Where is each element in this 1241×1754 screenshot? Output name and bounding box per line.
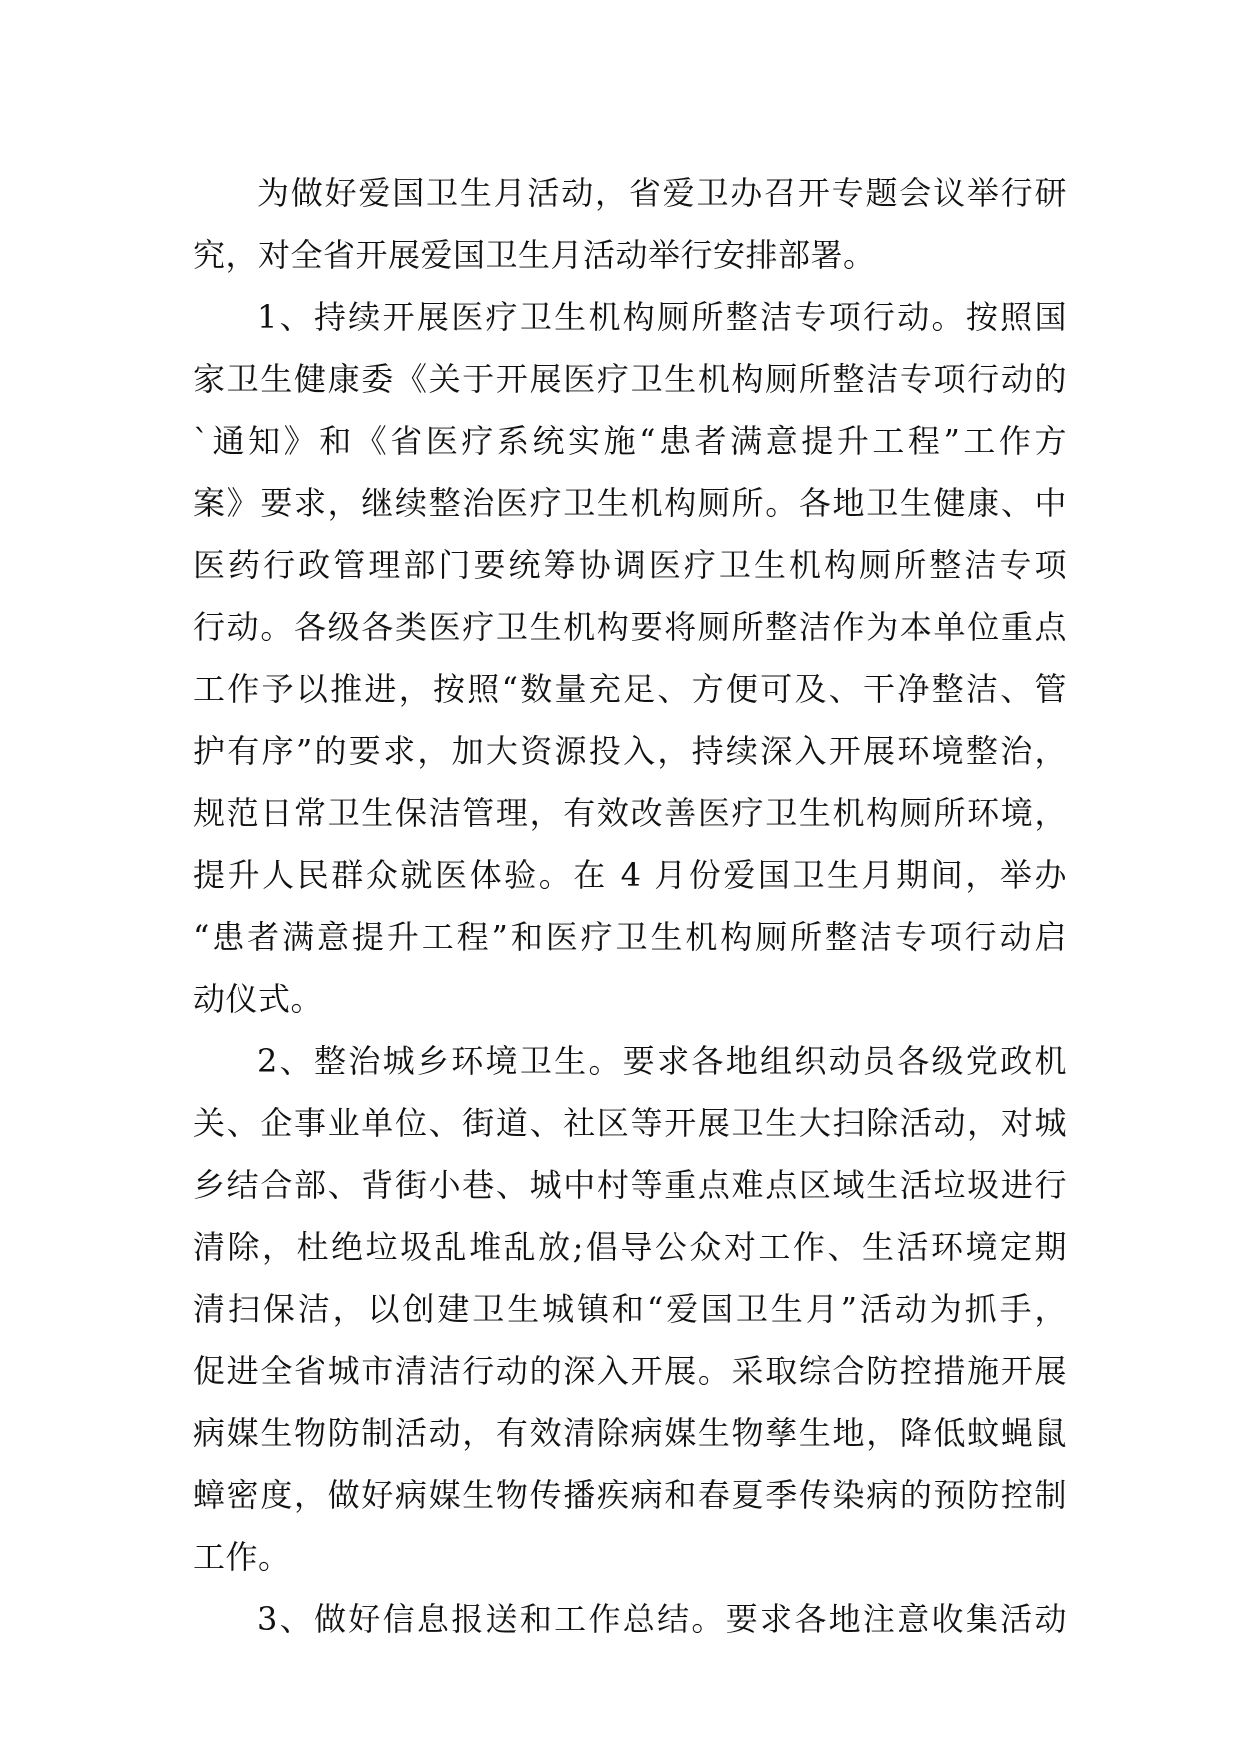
paragraph-2-line-8: 护有序”的要求，加大资源投入，持续深入开展环境整治，	[193, 732, 1067, 770]
paragraph-3-line-2: 关、企事业单位、街道、社区等开展卫生大扫除活动，对城	[193, 1104, 1067, 1142]
paragraph-2-line-9: 规范日常卫生保洁管理，有效改善医疗卫生机构厕所环境，	[193, 794, 1067, 832]
paragraph-4-line-1: 3、做好信息报送和工作总结。要求各地注意收集活动	[257, 1600, 1067, 1638]
paragraph-2-line-3: `通知》和《省医疗系统实施“患者满意提升工程”工作方	[193, 422, 1067, 460]
paragraph-2-line-10: 提升人民群众就医体验。在 4 月份爱国卫生月期间，举办	[193, 856, 1067, 894]
paragraph-2-line-6: 行动。各级各类医疗卫生机构要将厕所整洁作为本单位重点	[193, 608, 1067, 646]
paragraph-2-line-12: 动仪式。	[193, 980, 324, 1018]
paragraph-2-line-5: 医药行政管理部门要统筹协调医疗卫生机构厕所整洁专项	[193, 546, 1067, 584]
paragraph-2-line-11: “患者满意提升工程”和医疗卫生机构厕所整洁专项行动启	[193, 918, 1067, 956]
paragraph-2-line-4: 案》要求，继续整治医疗卫生机构厕所。各地卫生健康、中	[193, 484, 1067, 522]
paragraph-3-line-8: 蟑密度，做好病媒生物传播疾病和春夏季传染病的预防控制	[193, 1476, 1067, 1514]
paragraph-3-line-4: 清除，杜绝垃圾乱堆乱放;倡导公众对工作、生活环境定期	[193, 1228, 1067, 1266]
paragraph-1-line-2: 究，对全省开展爱国卫生月活动举行安排部署。	[193, 236, 876, 274]
paragraph-3-line-7: 病媒生物防制活动，有效清除病媒生物孳生地，降低蚊蝇鼠	[193, 1414, 1067, 1452]
paragraph-3-line-6: 促进全省城市清洁行动的深入开展。采取综合防控措施开展	[193, 1352, 1067, 1390]
paragraph-3-line-1: 2、整治城乡环境卫生。要求各地组织动员各级党政机	[257, 1042, 1067, 1080]
paragraph-2-line-7: 工作予以推进，按照“数量充足、方便可及、干净整洁、管	[193, 670, 1067, 708]
document-body	[193, 162, 1067, 1650]
paragraph-1-line-1: 为做好爱国卫生月活动，省爱卫办召开专题会议举行研	[257, 174, 1067, 212]
paragraph-3-line-5: 清扫保洁，以创建卫生城镇和“爱国卫生月”活动为抓手，	[193, 1290, 1067, 1328]
paragraph-3-line-9: 工作。	[193, 1538, 291, 1576]
paragraph-3-line-3: 乡结合部、背街小巷、城中村等重点难点区域生活垃圾进行	[193, 1166, 1067, 1204]
paragraph-2-line-1: 1、持续开展医疗卫生机构厕所整洁专项行动。按照国	[257, 298, 1067, 336]
paragraph-2-line-2: 家卫生健康委《关于开展医疗卫生机构厕所整洁专项行动的	[193, 360, 1067, 398]
